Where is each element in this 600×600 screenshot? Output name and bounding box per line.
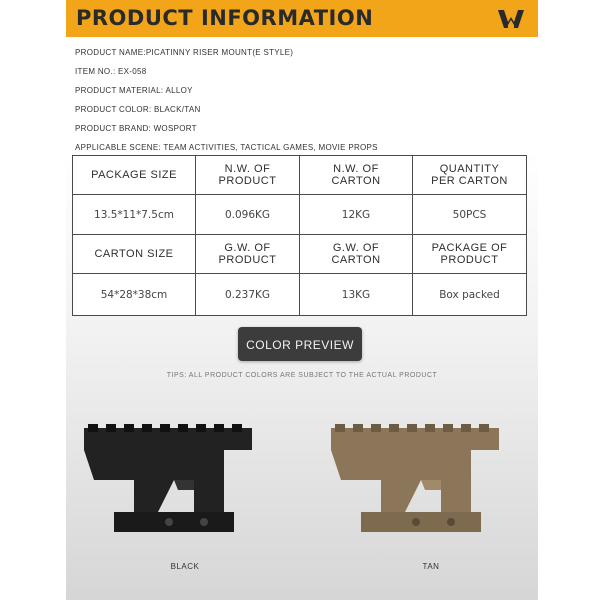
value-gw-carton: 13KG: [300, 274, 413, 316]
product-info-card: [66, 0, 538, 600]
wosport-logo-icon: [496, 8, 526, 30]
value-package-size: 13.5*11*7.5cm: [73, 195, 196, 235]
table-row: [73, 156, 527, 195]
header-gw-product: [196, 235, 300, 274]
header-quantity-per-carton: [413, 156, 527, 195]
applicable-scene: APPLICABLE SCENE: TEAM ACTIVITIES, TACTICAL GAMES, MOVIE PROPS: [75, 143, 378, 152]
product-brand: PRODUCT BRAND: WOSPORT: [75, 124, 197, 133]
table-row: [73, 274, 527, 316]
tan-label: TAN: [422, 562, 440, 571]
header-gw-carton: [300, 235, 413, 274]
spec-table: [72, 155, 527, 316]
color-preview-button[interactable]: COLOR PREVIEW: [238, 327, 362, 361]
value-nw-carton: 12KG: [300, 195, 413, 235]
header-text: N.W. OF CARTON: [331, 163, 381, 187]
black-mount-image: [74, 420, 264, 540]
product-material: PRODUCT MATERIAL: ALLOY: [75, 86, 193, 95]
value-nw-product: 0.096KG: [196, 195, 300, 235]
value-gw-product: 0.237KG: [196, 274, 300, 316]
color-tips: TIPS: ALL PRODUCT COLORS ARE SUBJECT TO THE ACTUAL PRODUCT: [166, 372, 438, 379]
mount-shape: [331, 424, 499, 532]
value-quantity-per-carton: 50PCS: [413, 195, 527, 235]
item-number: ITEM NO.: EX-058: [75, 67, 147, 76]
header-text: PACKAGE OF PRODUCT: [431, 242, 508, 266]
header-nw-product: [196, 156, 300, 195]
header-text: QUANTITY PER CARTON: [431, 163, 508, 187]
header-package-size: PACKAGE SIZE: [73, 156, 196, 195]
table-row: [73, 235, 527, 274]
product-color: PRODUCT COLOR: BLACK/TAN: [75, 105, 201, 114]
tan-mount-image: [321, 420, 511, 540]
product-info-list: [75, 43, 378, 157]
black-label: BLACK: [170, 562, 200, 571]
mount-shape: [84, 424, 252, 532]
product-name: PRODUCT NAME:PICATINNY RISER MOUNT(E STYLE): [75, 48, 294, 57]
value-carton-size: 54*28*38cm: [73, 274, 196, 316]
header-banner: [66, 0, 538, 37]
value-package-of-product: Box packed: [413, 274, 527, 316]
header-nw-carton: [300, 156, 413, 195]
header-text: G.W. OF CARTON: [331, 242, 381, 266]
table-row: [73, 195, 527, 235]
header-text: N.W. OF PRODUCT: [218, 163, 277, 187]
page-title: PRODUCT INFORMATION: [76, 6, 374, 30]
header-package-of-product: [413, 235, 527, 274]
header-text: G.W. OF PRODUCT: [218, 242, 277, 266]
header-carton-size: CARTON SIZE: [73, 235, 196, 274]
